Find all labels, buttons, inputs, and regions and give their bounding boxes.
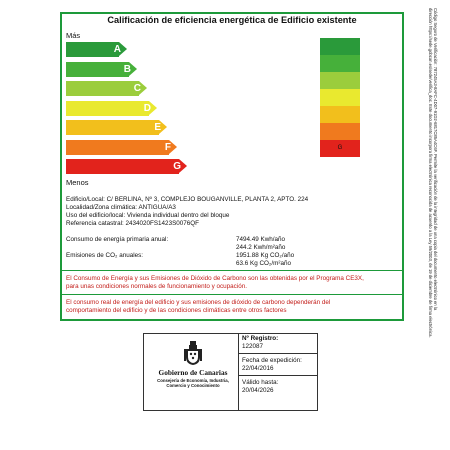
building-locality: Localidad/Zona climática: ANTIGUA/A3 bbox=[66, 204, 176, 211]
expedicion-value: 22/04/2016 bbox=[242, 365, 274, 372]
government-department-line1: Consejería de Economía, Industria, bbox=[157, 378, 229, 383]
expedicion-label: Fecha de expedición: bbox=[242, 357, 302, 364]
divider-1 bbox=[60, 270, 404, 271]
verification-line2: dirección https://sede.gobcan.es/sede/verifica_doc. Este documento incorpora firma electrónica reconocida de acuerdo a la Ley 59/2003, de 19 de diciembre de firma electrónica. bbox=[428, 8, 433, 338]
rating-bar-letter: A bbox=[113, 44, 121, 55]
registro-label: Nº Registro: bbox=[242, 335, 279, 342]
note-program-line2: para unas condiciones normales de funcionamiento y ocupación. bbox=[66, 283, 247, 290]
consumption-label: Consumo de energía primaria anual: bbox=[66, 236, 169, 243]
registry-divider-1 bbox=[238, 353, 318, 354]
rating-bar-f bbox=[66, 140, 177, 155]
emissions-value-total: 1951.88 Kg CO₂/año bbox=[236, 252, 295, 259]
scale-cell-d bbox=[320, 89, 360, 106]
government-department-line2: Comercio y Conocimiento bbox=[166, 383, 220, 388]
valido-label: Válido hasta: bbox=[242, 379, 279, 386]
rating-bar-letter: C bbox=[133, 83, 141, 94]
note-real-line1: El consumo real de energía del edificio y sus emisiones de dióxido de carbono dependerán del bbox=[66, 299, 331, 306]
emissions-label: Emisiones de CO₂ anuales: bbox=[66, 252, 143, 259]
rating-scale-column bbox=[320, 38, 360, 157]
valido-value: 20/04/2026 bbox=[242, 387, 274, 394]
coat-of-arms-icon bbox=[183, 340, 203, 366]
current-rating-label: G bbox=[337, 145, 343, 151]
rating-bar-d bbox=[66, 101, 157, 116]
rating-bar-letter: F bbox=[164, 141, 171, 153]
rating-bar-c bbox=[66, 81, 147, 96]
scale-cell-g bbox=[320, 140, 360, 157]
registry-divider-vertical bbox=[238, 334, 239, 410]
rating-bar-e bbox=[66, 120, 167, 135]
verification-line1: Código Seguro de Verificación: 787245A3-8AFC-4D07-91D2-6817C85A4C6F. Permite la verificación de la integridad de una copia del documento electrónico en la bbox=[433, 8, 438, 311]
scale-cell-a bbox=[320, 38, 360, 55]
divider-2 bbox=[60, 294, 404, 295]
verification-side-text bbox=[428, 8, 438, 338]
building-use: Uso del edificio/local: Vivienda individual dentro del bloque bbox=[66, 212, 230, 219]
registry-divider-2 bbox=[238, 375, 318, 376]
building-cadastral: Referencia catastral: 2434020FS1423S0076QF bbox=[66, 220, 200, 227]
certificate-title: Calificación de eficiencia energética de Edificio existente bbox=[107, 15, 357, 25]
rating-bar-letter: B bbox=[123, 63, 131, 75]
consumption-value-per-m2: 244.2 Kwh/m²año bbox=[236, 244, 286, 251]
government-department bbox=[150, 378, 236, 388]
rating-bar-letter: G bbox=[173, 161, 181, 172]
registro-value: 122087 bbox=[242, 343, 264, 350]
rating-bar-b bbox=[66, 62, 137, 77]
scale-bottom-label: Menos bbox=[66, 178, 89, 187]
rating-bar-a bbox=[66, 42, 127, 57]
rating-bar-letter: E bbox=[154, 122, 161, 133]
government-name: Gobierno de Canarias bbox=[158, 368, 228, 377]
scale-cell-c bbox=[320, 72, 360, 89]
scale-top-label: Más bbox=[66, 31, 81, 40]
rating-bar-letter: D bbox=[143, 102, 151, 114]
scale-cell-e bbox=[320, 106, 360, 123]
note-program-line1: El Consumo de Energía y sus Emisiones de Dióxido de Carbono son las obtenidas por el Programa CE3X, bbox=[66, 275, 364, 282]
rating-bar-g bbox=[66, 159, 187, 174]
scale-cell-b bbox=[320, 55, 360, 72]
emissions-value-per-m2: 63.6 Kg CO₂/m²año bbox=[236, 260, 291, 267]
consumption-value-total: 7494.49 Kwh/año bbox=[236, 236, 286, 243]
scale-cell-f bbox=[320, 123, 360, 140]
building-address: Edificio/Local: C/ BERLINA, Nº 3, COMPLEJO BOUGANVILLE, PLANTA 2, APTO. 224 bbox=[66, 196, 309, 203]
note-real-line2: comportamiento del edificio y de las condiciones climáticas entre otros factores bbox=[66, 307, 287, 314]
